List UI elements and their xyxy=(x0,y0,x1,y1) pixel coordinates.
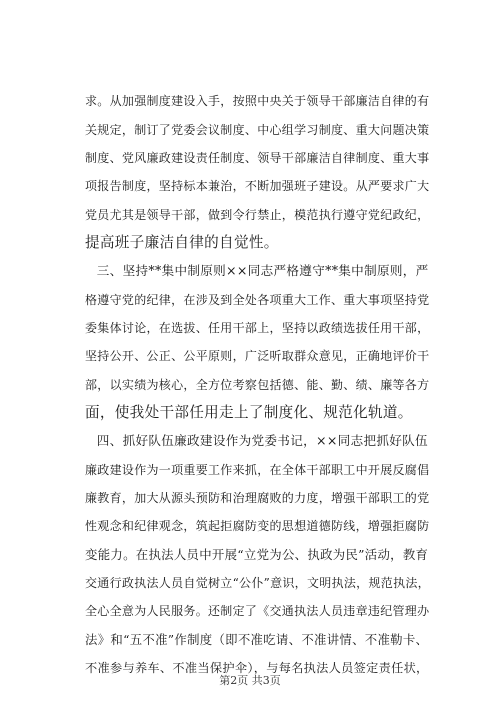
page-number-footer: 第2页 共3页 xyxy=(219,674,281,687)
text-line: 提高班子廉洁自律的自觉性。 xyxy=(85,234,279,251)
text-line: 委集体讨论，在选拔、任用干部上，坚持以政绩选拔任用干部， xyxy=(85,321,430,335)
text-line: 廉教育，加大从源头预防和治理腐败的力度，增强干部职工的党 xyxy=(85,491,430,505)
text-line: 党员尤其是领导干部，做到令行禁止，模范执行遵守党纪政纪， xyxy=(85,208,430,222)
text-line: 项报告制度，坚持标本兼治，不断加强班子建设。从严要求广大 xyxy=(85,179,430,193)
text-line: 面，使我处干部任用走上了制度化、规范化轨道。 xyxy=(85,404,413,421)
text-line: 求。从加强制度建设入手，按照中央关于领导干部廉洁自律的有 xyxy=(85,94,430,108)
text-line: 部，以实绩为核心，全方位考察包括德、能、勤、绩、廉等各方 xyxy=(85,378,430,392)
text-line: 不准参与养车、不准当保护伞），与每名执法人员签定责任状， xyxy=(85,661,429,675)
text-line: 廉政建设作为一项重要工作来抓，在全体干部职工中开展反腐倡 xyxy=(85,463,430,477)
text-line: 格遵守党的纪律，在涉及到全处各项重大工作、重大事项坚持党 xyxy=(85,293,430,307)
text-line: 坚持公开、公正、公平原则，广泛听取群众意见，正确地评价干 xyxy=(85,349,430,363)
text-line: 全心全意为人民服务。还制定了《交通执法人员违章违纪管理办 xyxy=(85,604,430,618)
text-line: 制度、党风廉政建设责任制度、领导干部廉洁自律制度、重大事 xyxy=(85,151,430,165)
text-line: 变能力。在执法人员中开展“立党为公、执政为民”活动，教育 xyxy=(85,547,429,562)
text-line: 关规定，制订了党委会议制度、中心组学习制度、重大问题决策 xyxy=(85,123,430,137)
text-line: 法》和“五不准”作制度（即不准吃请、不准讲情、不准勒卡、 xyxy=(85,632,429,647)
text-line: 交通行政执法人员自觉树立“公仆”意识，文明执法，规范执法， xyxy=(85,576,430,590)
text-line: 四、抓好队伍廉政建设作为党委书记，××同志把抓好队伍 xyxy=(71,433,428,448)
text-line: 性观念和纪律观念，筑起拒腐防变的思想道德防线，增强拒腐防 xyxy=(85,519,430,533)
text-line: 三、坚持**集中制原则××同志严格遵守**集中制原则，严 xyxy=(71,263,429,278)
